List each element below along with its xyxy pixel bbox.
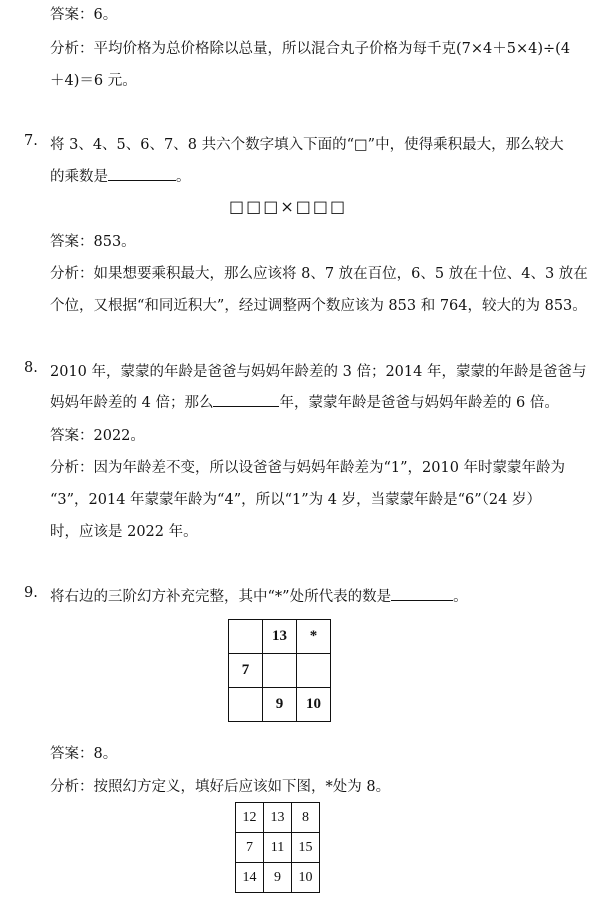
magic-square-cell (229, 688, 263, 722)
question-8-analysis-line-1: 分析：因为年龄差不变，所以设爸爸与妈妈年龄差为“1”，2010 年时蒙蒙年龄为 (50, 460, 566, 476)
question-8-text-line-1: 2010 年，蒙蒙的年龄是爸爸与妈妈年龄差的 3 倍；2014 年，蒙蒙的年龄是爸爸与 (50, 364, 587, 380)
solution-cell: 11 (264, 833, 292, 863)
magic-square-cell (229, 620, 263, 654)
question-8-text-line-2 (50, 391, 559, 412)
solution-cell: 15 (292, 833, 320, 863)
question-7-text-line-1: 将 3、4、5、6、7、8 共六个数字填入下面的“□”中，使得乘积最大，那么较大 (50, 137, 564, 153)
magic-square-cell: 10 (297, 688, 331, 722)
question-7-answer: 答案：853。 (50, 234, 136, 250)
question-9-number: 9. (24, 585, 38, 601)
answer-blank (108, 179, 176, 181)
solution-cell: 13 (264, 803, 292, 833)
top-answer: 答案：6。 (50, 7, 118, 23)
magic-square-cell (263, 654, 297, 688)
question-9-text (50, 585, 468, 606)
magic-square-solution (235, 802, 320, 893)
magic-square-cell: 7 (229, 654, 263, 688)
magic-square-cell: 9 (263, 688, 297, 722)
magic-square-cell: 13 (263, 620, 297, 654)
answer-blank (391, 599, 453, 601)
question-7-analysis-line-2: 个位，又根据“和同近积大”，经过调整两个数应该为 853 和 764，较大的为 853。 (50, 298, 587, 314)
solution-cell: 9 (264, 863, 292, 893)
question-8-text-before-blank: 妈妈年龄差的 4 倍；那么 (50, 395, 214, 411)
top-analysis-line-2: ＋4)＝6 元。 (50, 73, 137, 89)
question-9-text-before-blank: 将右边的三阶幻方补充完整，其中“*”处所代表的数是 (50, 589, 392, 605)
question-8-answer: 答案：2022。 (50, 428, 145, 444)
magic-square-cell (297, 654, 331, 688)
question-9-answer: 答案：8。 (50, 746, 118, 762)
magic-square-puzzle (228, 619, 331, 722)
question-8-text-after-blank: 年，蒙蒙年龄是爸爸与妈妈年龄差的 6 倍。 (279, 395, 559, 411)
question-8-analysis-line-3: 时，应该是 2022 年。 (50, 524, 198, 540)
question-9-analysis: 分析：按照幻方定义，填好后应该如下图，*处为 8。 (50, 779, 391, 795)
question-7-expression: □□□×□□□ (229, 197, 348, 216)
solution-cell: 10 (292, 863, 320, 893)
top-analysis-line-1: 分析：平均价格为总价格除以总量，所以混合丸子价格为每千克(7×4＋5×4)÷(4 (50, 41, 571, 57)
question-7-number: 7. (24, 133, 38, 149)
question-8-analysis-line-2: “3”，2014 年蒙蒙年龄为“4”，所以“1”为 4 岁，当蒙蒙年龄是“6”（24 岁） (50, 492, 541, 508)
question-7-analysis-line-1: 分析：如果想要乘积最大，那么应该将 8、7 放在百位，6、5 放在十位、4、3 放在 (50, 266, 588, 282)
question-7-text-after-blank: 。 (176, 169, 191, 185)
question-9-text-after-blank: 。 (453, 589, 468, 605)
solution-cell: 12 (236, 803, 264, 833)
question-8-number: 8. (24, 360, 38, 376)
answer-blank (213, 405, 279, 407)
solution-cell: 14 (236, 863, 264, 893)
magic-square-cell: * (297, 620, 331, 654)
solution-cell: 7 (236, 833, 264, 863)
solution-cell: 8 (292, 803, 320, 833)
question-7-text-line-2 (50, 165, 191, 186)
question-7-text-before-blank: 的乘数是 (50, 169, 108, 185)
